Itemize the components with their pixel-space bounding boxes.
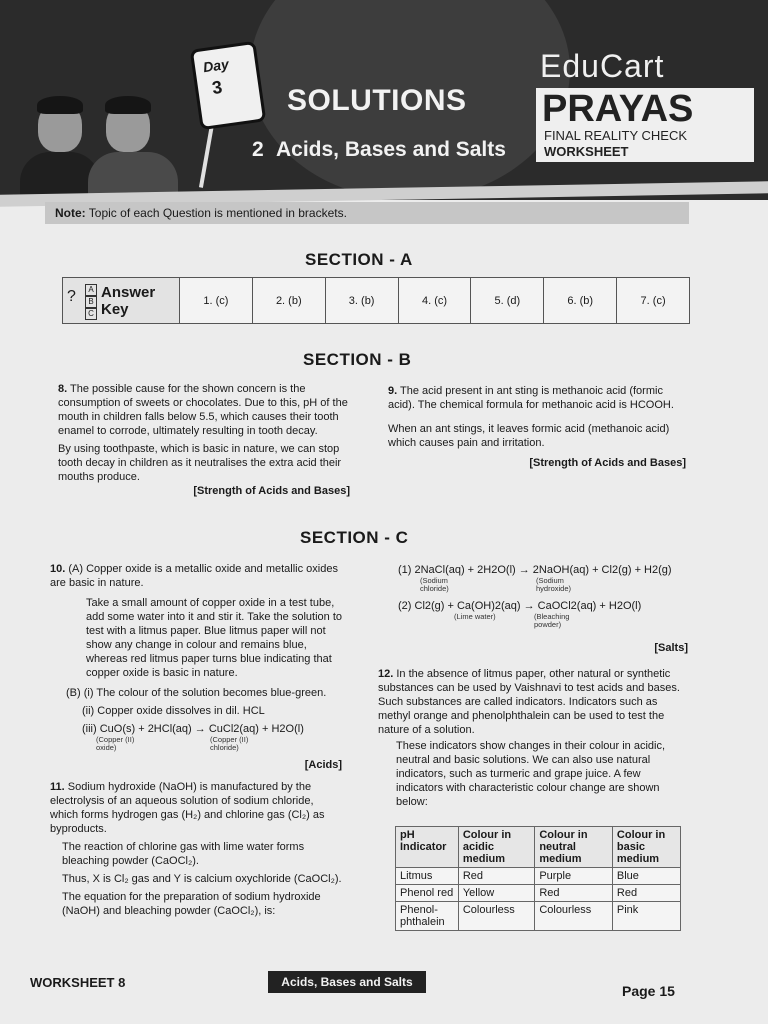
footer-page-number: Page 15 xyxy=(622,983,675,999)
answer-key-table xyxy=(62,277,690,324)
question-9 xyxy=(388,384,686,470)
eq1-sub-label-1: (Sodium chloride) xyxy=(420,576,449,593)
q12-number: 12. xyxy=(378,668,394,680)
q10-part-b-iii: (iii) CuO(s) + 2HCl(aq) → CuCl2(aq) + H2O(l) xyxy=(82,723,304,735)
question-10 xyxy=(50,562,342,918)
q8-paragraph-2: By using toothpaste, which is basic in nature, we can stop tooth decay in children as it neutralises the extra acid their mouths produce. xyxy=(58,443,342,483)
answer-key-icon: ? A B C xyxy=(67,282,101,320)
answer-cell: 4. (c) xyxy=(399,278,472,323)
equations-block xyxy=(398,563,688,655)
note-text: Topic of each Question is mentioned in brackets. xyxy=(88,206,347,220)
table-cell: Phenol red xyxy=(396,885,459,902)
question-8 xyxy=(58,382,350,498)
table-cell: Yellow xyxy=(458,885,534,902)
equation-1: (1) 2NaCl(aq) + 2H2O(l) → 2NaOH(aq) + Cl2(g) + H2(g) xyxy=(398,564,672,576)
q12-paragraph-2: These indicators show changes in their colour in acidic, neutral and basic solutions. We can also use natural indicators, such as turmeric and grape juice. A few indicators with characteristic colour change are shown below: xyxy=(396,740,666,808)
q10-sub-label-1: (Copper (II) oxide) xyxy=(96,735,135,752)
note-label: Note: xyxy=(55,206,86,220)
eq1-sub-label-2: (Sodium hydroxide) xyxy=(536,576,572,593)
equation-2: (2) Cl2(g) + Ca(OH)2(aq) → CaOCl2(aq) + H2O(l) xyxy=(398,600,642,612)
question-12 xyxy=(378,667,684,809)
q9-paragraph-2: When an ant stings, it leaves formic acid (methanoic acid) which causes pain and irritation. xyxy=(388,423,670,449)
table-cell: Litmus xyxy=(396,868,459,885)
key-label: Key xyxy=(101,300,129,318)
q11-paragraph-1: Sodium hydroxide (NaOH) is manufactured by the electrolysis of an aqueous solution of sodium chloride, which forms hydrogen gas (H₂) and chlorine gas (Cl₂) as byproducts. xyxy=(50,781,325,835)
answer-cell: 2. (b) xyxy=(253,278,326,323)
q11-paragraph-3: Thus, X is Cl₂ gas and Y is calcium oxychloride (CaOCl₂). xyxy=(62,873,342,885)
answer-key-label xyxy=(63,278,180,323)
chapter-number: 2 xyxy=(252,138,264,161)
q10-part-b-i: (B) (i) The colour of the solution becomes blue-green. xyxy=(66,687,327,699)
q9-number: 9. xyxy=(388,385,398,397)
table-cell: Colourless xyxy=(535,902,613,931)
table-cell: Purple xyxy=(535,868,613,885)
table-cell: Red xyxy=(535,885,613,902)
note-bar xyxy=(45,202,689,224)
page-title: SOLUTIONS xyxy=(287,84,467,117)
footer-chapter-badge: Acids, Bases and Salts xyxy=(268,971,426,993)
q10-part-a-explanation: Take a small amount of copper oxide in a test tube, add some water into it and stir it. Take the solution to test with a litmus paper. Blue litmus paper will not show any change in colour and remains blue, whereas red litmus paper turns blue indicating that copper oxide is basic in nature. xyxy=(86,597,342,679)
table-row xyxy=(396,902,681,931)
section-b-title: SECTION - B xyxy=(303,350,412,369)
student-avatars xyxy=(20,90,220,195)
table-header: Colour in neutral medium xyxy=(535,827,613,868)
section-a-title: SECTION - A xyxy=(305,250,413,269)
footer-worksheet-label: WORKSHEET 8 xyxy=(30,975,126,990)
table-header: pH Indicator xyxy=(396,827,459,868)
q10-part-b-ii: (ii) Copper oxide dissolves in dil. HCL xyxy=(82,705,265,717)
day-number: 3 xyxy=(210,76,224,99)
section-c-title: SECTION - C xyxy=(300,528,409,547)
q9-paragraph-1: The acid present in ant sting is methanoic acid (formic acid). The chemical formula for methanoic acid is HCOOH. xyxy=(388,385,674,411)
q10-sub-label-2: (Copper (II) chloride) xyxy=(210,735,249,752)
worksheet-label: WORKSHEET xyxy=(544,144,629,159)
table-cell: Pink xyxy=(612,902,680,931)
header-banner xyxy=(0,0,768,200)
q8-number: 8. xyxy=(58,383,68,395)
chapter-title: Acids, Bases and Salts xyxy=(276,138,506,161)
q11-paragraph-2: The reaction of chlorine gas with lime water forms bleaching powder (CaOCl₂). xyxy=(62,841,305,867)
day-sign xyxy=(190,41,267,130)
table-header-row xyxy=(396,827,681,868)
answer-cell: 6. (b) xyxy=(544,278,617,323)
table-cell: Colourless xyxy=(458,902,534,931)
q11-paragraph-4: The equation for the preparation of sodium hydroxide (NaOH) and bleaching powder (CaOCl₂), is: xyxy=(62,891,321,917)
q12-paragraph-1: In the absence of litmus paper, other natural or synthetic substances can be used by Vaishnavi to test acids and bases. Such substances are called indicators. Indicators such as methyl orange and phenolphthalein can be used to test the nature of a solution. xyxy=(378,668,680,736)
brand-logo: EduCart xyxy=(540,48,665,84)
table-cell: Blue xyxy=(612,868,680,885)
answer-cell: 7. (c) xyxy=(640,294,666,307)
q8-topic-tag: [Strength of Acids and Bases] xyxy=(193,485,350,497)
answer-cell: 3. (b) xyxy=(326,278,399,323)
avatar-left-hair xyxy=(37,96,83,114)
table-header: Colour in acidic medium xyxy=(458,827,534,868)
table-header: Colour in basic medium xyxy=(612,827,680,868)
table-row xyxy=(396,868,681,885)
q11-number: 11. xyxy=(50,781,65,793)
table-cell: Red xyxy=(612,885,680,902)
q8-paragraph-1: The possible cause for the shown concern is the consumption of sweets or chocolates. Due to this, pH of the mouth in children falls below 5.5, which causes their tooth enamel to corrode, ultimately resulting in tooth decay. xyxy=(58,383,348,437)
answer-label: Answer xyxy=(101,283,156,301)
avatar-body-right xyxy=(88,152,178,197)
prayas-title: PRAYAS xyxy=(542,88,694,130)
salts-topic-tag: [Salts] xyxy=(654,642,688,654)
day-label: Day xyxy=(202,55,230,76)
q10-number: 10. xyxy=(50,563,66,575)
avatar-right-hair xyxy=(105,96,151,114)
q10-topic-tag: [Acids] xyxy=(304,759,342,771)
eq2-sub-label-1: (Lime water) xyxy=(454,612,496,621)
final-reality-label: FINAL REALITY CHECK xyxy=(544,128,688,143)
indicator-table xyxy=(395,826,681,931)
answer-cell: 1. (c) xyxy=(180,278,253,323)
eq2-sub-label-2: (Bleaching powder) xyxy=(534,612,570,629)
table-row xyxy=(396,885,681,902)
table-cell: Red xyxy=(458,868,534,885)
answer-cell: 5. (d) xyxy=(471,278,544,323)
table-cell: Phenol-phthalein xyxy=(396,902,459,931)
q10-part-a: (A) Copper oxide is a metallic oxide and metallic oxides are basic in nature. xyxy=(50,563,338,589)
q9-topic-tag: [Strength of Acids and Bases] xyxy=(529,457,686,469)
